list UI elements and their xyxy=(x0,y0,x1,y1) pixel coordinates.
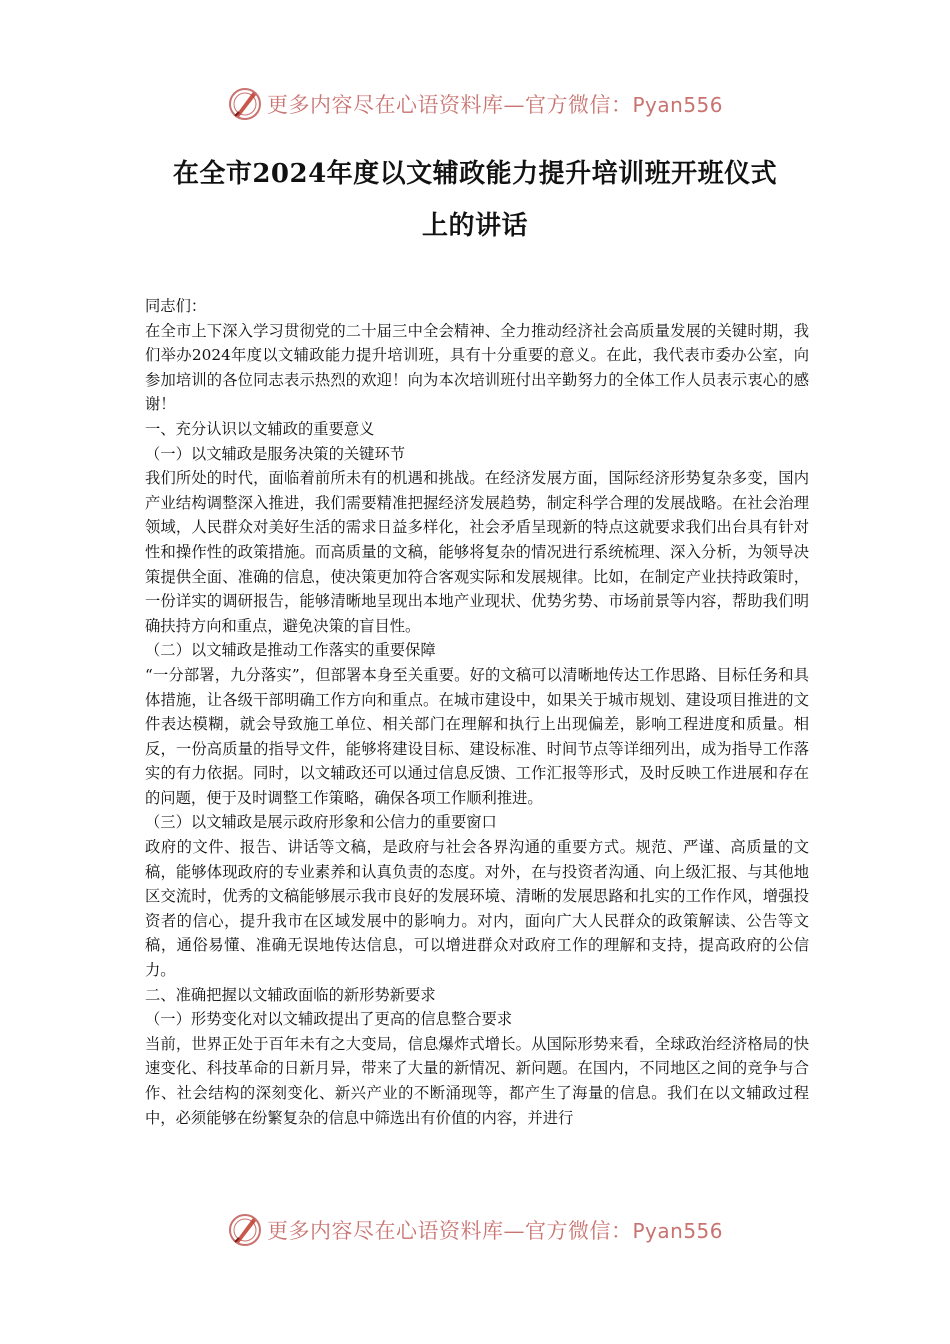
footer-watermark-banner xyxy=(0,1210,950,1250)
title-line-2: 上的讲话 xyxy=(421,211,528,241)
paragraph: 当前，世界正处于百年未有之大变局，信息爆炸式增长。从国际形势来看，全球政治经济格局的快速变化、科技革命的日新月异，带来了大量的新情况、新问题。在国内，不同地区之间的竞争与合作、社会结构的深刻变化、新兴产业的不断涌现等，都产生了海量的信息。我们在以文辅政过程中，必须能够在纷繁复杂的信息中筛选出有价值的内容，并进行 xyxy=(145,1034,809,1127)
quill-pen-logo-icon xyxy=(227,86,263,122)
section-heading-2: 二、准确把握以文辅政面临的新形势新要求 xyxy=(145,985,436,1004)
paragraph: 政府的文件、报告、讲话等文稿，是政府与社会各界沟通的重要方式。规范、严谨、高质量的文稿，能够体现政府的专业素养和认真负责的态度。对外，在与投资者沟通、向上级汇报、与其他地区交流时，优秀的文稿能够展示我市良好的发展环境、清晰的发展思路和扎实的工作作风，增强投资者的信心，提升我市在区域发展中的影响力。对内，面向广大人民群众的政策解读、公告等文稿，通俗易懂、准确无误地传达信息，可以增进群众对政府工作的理解和支持，提高政府的公信力。 xyxy=(145,838,809,980)
paragraph: 我们所处的时代，面临着前所未有的机遇和挑战。在经济发展方面，国际经济形势复杂多变，国内产业结构调整深入推进，我们需要精准把握经济发展趋势，制定科学合理的发展战略。在社会治理领域，人民群众对美好生活的需求日益多样化，社会矛盾呈现新的特点这就要求我们出台具有针对性和操作性的政策措施。而高质量的文稿，能够将复杂的情况进行系统梳理、深入分析，为领导决策提供全面、准确的信息，使决策更加符合客观实际和发展规律。比如，在制定产业扶持政策时，一份详实的调研报告，能够清晰地呈现出本地产业现状、优势劣势、市场前景等内容，帮助我们明确扶持方向和重点，避免决策的盲目性。 xyxy=(145,469,809,635)
title-line-1: 在全市2024年度以文辅政能力提升培训班开班仪式 xyxy=(172,159,778,189)
salutation: 同志们： xyxy=(145,297,207,315)
subsection-heading-1-2: （二）以文辅政是推动工作落实的重要保障 xyxy=(145,641,436,660)
banner-wechat-handle: Pyan556 xyxy=(632,1219,723,1243)
subsection-heading-1-1: （一）以文辅政是服务决策的关键环节 xyxy=(145,444,406,463)
subsection-heading-2-1: （一）形势变化对以文辅政提出了更高的信息整合要求 xyxy=(145,1010,513,1029)
subsection-heading-1-3: （三）以文辅政是展示政府形象和公信力的重要窗口 xyxy=(145,813,497,832)
banner-text: 更多内容尽在心语资料库—官方微信： xyxy=(266,93,633,117)
section-heading-1: 一、充分认识以文辅政的重要意义 xyxy=(145,419,375,438)
quill-pen-logo-icon xyxy=(227,1212,263,1248)
paragraph: “一分部署，九分落实”，但部署本身至关重要。好的文稿可以清晰地传达工作思路、目标任务和具体措施，让各级干部明确工作方向和重点。在城市建设中，如果关于城市规划、建设项目推进的文件表达模糊，就会导致施工单位、相关部门在理解和执行上出现偏差，影响工程进度和质量。相反，一份高质量的指导文件，能够将建设目标、建设标准、时间节点等详细列出，成为指导工作落实的有力依据。同时，以文辅政还可以通过信息反馈、工作汇报等形式，及时反映工作进展和存在的问题，便于及时调整工作策略，确保各项工作顺利推进。 xyxy=(145,665,809,807)
banner-wechat-handle: Pyan556 xyxy=(632,93,723,117)
banner-text: 更多内容尽在心语资料库—官方微信： xyxy=(266,1219,633,1243)
document-body xyxy=(145,294,809,1130)
paragraph-intro: 在全市上下深入学习贯彻党的二十届三中全会精神、全力推动经济社会高质量发展的关键时期，我们举办2024年度以文辅政能力提升培训班，具有十分重要的意义。在此，我代表市委办公室，向参加培训的各位同志表示热烈的欢迎！向为本次培训班付出辛勤努力的全体工作人员表示衷心的感谢！ xyxy=(145,321,809,414)
document-title xyxy=(120,148,830,252)
header-watermark-banner xyxy=(0,84,950,124)
